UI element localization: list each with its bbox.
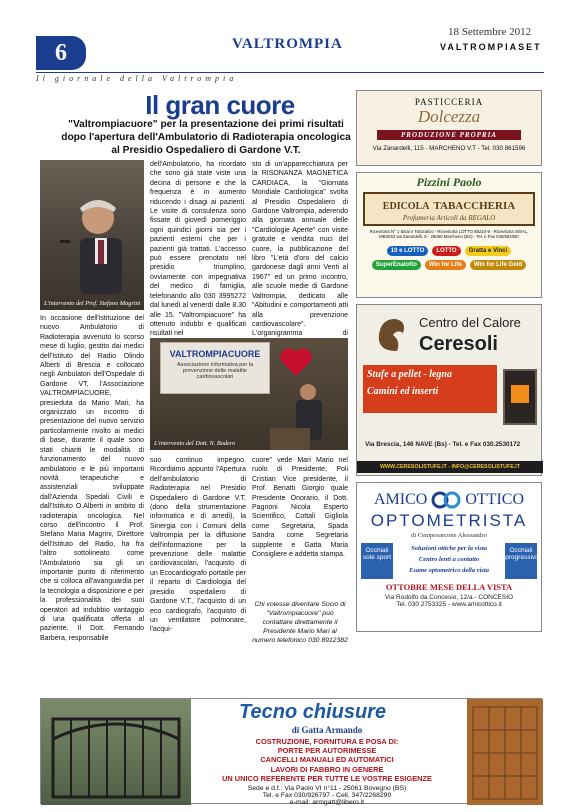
pasticceria-label: PASTICCERIA xyxy=(414,97,484,107)
pasticceria-tag: PRODUZIONE PROPRIA xyxy=(377,130,521,140)
ad-ceresoli xyxy=(356,304,542,476)
event-photo xyxy=(150,338,348,450)
tecno-phone: Tel. e Fax 030/926797 - Cell. 347/2268290 xyxy=(262,792,392,799)
tecno-owner: di Gatta Armando xyxy=(291,725,363,735)
garage-door-illustration xyxy=(467,699,543,805)
article-column-2-bottom: suo continuo impegno. Ricordiamo appunto l'Apertura dell'ambulatorio di Radioterapia nel Presidio Ospedaliero di Gardone V.T. (dono della strumentazione informatica e di arredi), la Sinergia con i Comuni della Valtrompia per la diffusione dell'informazione per la prevenzione delle malattie cardiovascolari, l'acquisto di un Ecocardiografo portatile per il reparto di Cardiologia del presidio ospedaliero di Gardone V.T., l'acquisto di un eco cardiografo, l'acquisto di un ventilatore polmonare, l'acqui- xyxy=(150,457,246,634)
ceresoli-name: Ceresoli xyxy=(419,333,498,355)
ad-tabaccheria xyxy=(356,172,542,298)
ceresoli-address: Via Brescia, 146 NAVE (Bs) - Tel. e Fax 030.2530172 xyxy=(365,441,521,448)
event-banner xyxy=(160,342,270,394)
ottico-promo: OTTOBRE MESE DELLA VISTA xyxy=(385,582,513,592)
pasticceria-name: Dolcezza xyxy=(417,107,481,126)
article-column-3-bottom: cuore" vede Mari Mario nel ruolo di Presidente, Poli Cristian Vice presidente, il Prof. Benatti Giorgio quale Presidente Onorario, il Dott. Pagnoni Nicola Esperto Scientifico, Cottali Gigliola come Segretaria, Spada Sandra come Segretaria supplente e Gatta Maria Consigliere e addetta stampa. xyxy=(252,457,348,559)
tecno-name: Tecno chiusure xyxy=(239,701,387,723)
page-number: 6 xyxy=(36,36,86,70)
tecno-email: e-mail: armgatt@libero.it xyxy=(289,799,365,806)
article-subtitle: "Valtrompiacuore" per la presentazione dei primi risultati dopo l'apertura dell'Ambulatorio di Radioterapia oncologica al Presidio Ospedaliero di Gardone V.T. xyxy=(61,119,351,156)
lottery-logo: Win for Life Gold xyxy=(470,260,526,270)
ad-pasticceria xyxy=(356,90,542,166)
tecno-line-4: LAVORI DI FABBRO IN GENERE xyxy=(270,764,384,774)
squirrel-logo xyxy=(367,311,413,357)
lottery-logos xyxy=(357,246,541,270)
ad-tecno-chiusure xyxy=(40,698,542,804)
tecno-address: Sede e d.f.: Via Paolo VI n°11 - 25061 Bovegno (BS) xyxy=(247,785,407,792)
gate-illustration xyxy=(41,699,191,805)
tecno-line-3: CANCELLI MANUALI ED AUTOMATICI xyxy=(260,755,394,765)
ceresoli-slogan-box xyxy=(363,365,497,413)
tabaccheria-sign xyxy=(363,192,535,226)
lottery-logo: 10 e LOTTO xyxy=(387,246,429,256)
ottico-right: OTTICO xyxy=(465,491,524,508)
ottico-box-center xyxy=(396,543,502,579)
lottery-logo: LOTTO xyxy=(432,246,460,256)
ceresoli-slogan-2: Camini ed inserti xyxy=(367,386,439,397)
lottery-logo: Gratta e Vinci xyxy=(465,246,512,256)
issue-date: 18 Settembre 2012 xyxy=(448,26,532,38)
lottery-logo: Win for Life xyxy=(425,260,466,270)
masthead-brand: VALTROMPIASET xyxy=(440,42,542,52)
tabaccheria-info: Ricevitoria N° 1 Sisal e Totocalcio - Ricevitoria LOTTO 88210-9 - Ricevitoria SISAL, MB3043 via Zanardelli, 8 - 25060 Marcheno (BS) - Tel. e Fax 030/861050 xyxy=(369,229,529,240)
article-column-2-top: dell'Ambulatorio, ha ricordato che sono già state viste una decina di persone e che la frequenza è in aumento riducendo i disagi ai pazienti. Le visite di consulenza sono fissate di giovedì pomeriggio ogni quindici giorni sia per i pazienti esterni che per i pazienti già trattati. L'accesso può essere prenotato nel presidio triumplino, ovviamente con impegnativa del medico di famiglia, telefonando allo 030 3995272 dal lunedì al venerdì dalle 8.30 alle 15. "Valtrompiacuore" ha ottenuto indubbi e qualificati risultati nel xyxy=(150,161,246,338)
banner-subtitle: Associazione informativa per la prevenzione delle malattie cardiovascolari xyxy=(176,362,254,380)
speaker-illustration xyxy=(40,160,144,310)
ottico-box-left: Occhiali sole sport xyxy=(361,543,393,579)
pasticceria-address: Via Zanardelli, 115 - MARCHENO V.T - Tel. 030 861596 xyxy=(372,145,526,152)
speaker-illustration xyxy=(270,378,340,450)
gate-photo xyxy=(41,699,191,805)
ceresoli-web: WWW.CERESOLISTUFE.IT - INFO@CERESOLISTUFE.IT xyxy=(357,461,543,473)
article-column-1: In occasione dell'istituzione del nuovo Ambulatorio di Radioterapia avvenuto lo scorso mese di luglio, gestito dai medici dell'Istituto del Radio Olindo Alberti di Brescia e collocato negli Ambulatori dell'Ospedale di Gardone VT, l'Associazione VALTROMPIACUORE, presieduta da Mario Mari, ha organizzato un incontro di presentazione del nuovo servizio particolarmente rivolto ai medici di base, durante il quale sono stati chiariti le modalità di funzionamento del nuovo ambulatorio e le più importanti novità terapeutiche e assistenziali sviluppate dall'Azienda Spedali Civili e dall'Istituto O.Alberti in ambito di radioterapia oncologica. Nel corso dell'incontro il Prof. Stefano Maria Magrini, Direttore dell'Istituto del Radio, ha fra l'altro sottolineato come l'Ambulatorio sia gli un importante punto di riferimento che si colloca all'avanguardia per la tecnologia a disposizione e per la professionalità dei suoi operatori ad indubbio vantaggio di una qualificata offerta al paziente. Il Dott. Fernando Barbera, responsabile xyxy=(40,315,144,642)
heart-logo xyxy=(276,342,316,382)
tecno-line-1: COSTRUZIONE, FORNITURA E POSA DI: xyxy=(255,737,399,746)
section-name: VALTROMPIA xyxy=(232,36,343,52)
ottico-service-3: Esame optometrico della vista xyxy=(409,567,489,574)
tabaccheria-line3: Profumeria Articoli da REGALO xyxy=(402,214,496,222)
article-title: Il gran cuore xyxy=(145,90,295,120)
ottico-tel: Tel. 030 2753325 - www.amicottico.it xyxy=(396,601,502,608)
tabaccheria-owner: Pizzini Paolo xyxy=(416,175,482,189)
ottico-address: Via Rodolfo da Concesio, 12/a - CONCESIO xyxy=(384,594,514,601)
tecno-line-5: UN UNICO REFERENTE PER TUTTE LE VOSTRE ESIGENZE xyxy=(222,773,432,783)
ad-amico-ottico xyxy=(356,482,542,632)
tecno-line-2: PORTE PER AUTORIMESSE xyxy=(277,746,377,756)
ceresoli-title: Centro del Calore xyxy=(419,315,521,330)
tagline: Il giornale della Valtrompia xyxy=(36,74,238,83)
photo-caption: L'intervento del Dott. N. Bodero xyxy=(154,440,236,447)
garage-door-photo xyxy=(467,699,543,805)
lottery-logo: SuperEnalotto xyxy=(372,260,421,270)
tabaccheria-line2: TABACCHERIA xyxy=(433,200,516,212)
header-divider xyxy=(36,72,544,73)
ottico-box-right: Occhiali progressivi xyxy=(505,543,537,579)
contact-note: Chi volesse diventare Socio di "Valtrompiacuore" può contattare direttamente il Presidente Mario Mari al numero telefonico 030 8912382 xyxy=(252,601,348,644)
ottico-service-1: Soluzioni ottiche per la vista xyxy=(411,545,487,552)
photo-caption: L'intervento del Prof. Stefano Magrini xyxy=(44,300,141,307)
ottico-service-2: Centro lenti a contatto xyxy=(418,556,480,563)
ottico-left: AMICO xyxy=(374,491,428,508)
glasses-icon xyxy=(431,491,461,509)
ottico-title: OPTOMETRISTA xyxy=(370,511,528,530)
speaker-photo xyxy=(40,160,144,310)
ceresoli-slogan-1: Stufe a pellet - legna xyxy=(367,369,452,380)
tabaccheria-line1: EDICOLA xyxy=(382,201,430,212)
article-column-3-top: sto di un'apparecchiatura per la RISONANZA MAGNETICA CARDIACA, la "Giornata Mondiale Cardiologica" svolta al Presidio Ospedaliero di Gardone Valtrompia, aderendo alla giornata annuale delle "Cardiologie Aperte" con visite gratuite e vendita nuci del cuore, la pubblicazione del libro "L'età d'oro del calcio gardonese dagli anni Venti al 1967" ed un primo incontro, alle scuole medie di Gardone Valtrompia, dedicato alle "Abitudini e comportamenti atti alla prevenzione cardiovascolare". L'organigramma di xyxy=(252,161,348,338)
stove-image xyxy=(503,369,537,425)
ottico-owner: di Cemposarcone Alessandro xyxy=(411,532,487,539)
banner-title: VALTROMPIACUORE xyxy=(169,349,261,359)
